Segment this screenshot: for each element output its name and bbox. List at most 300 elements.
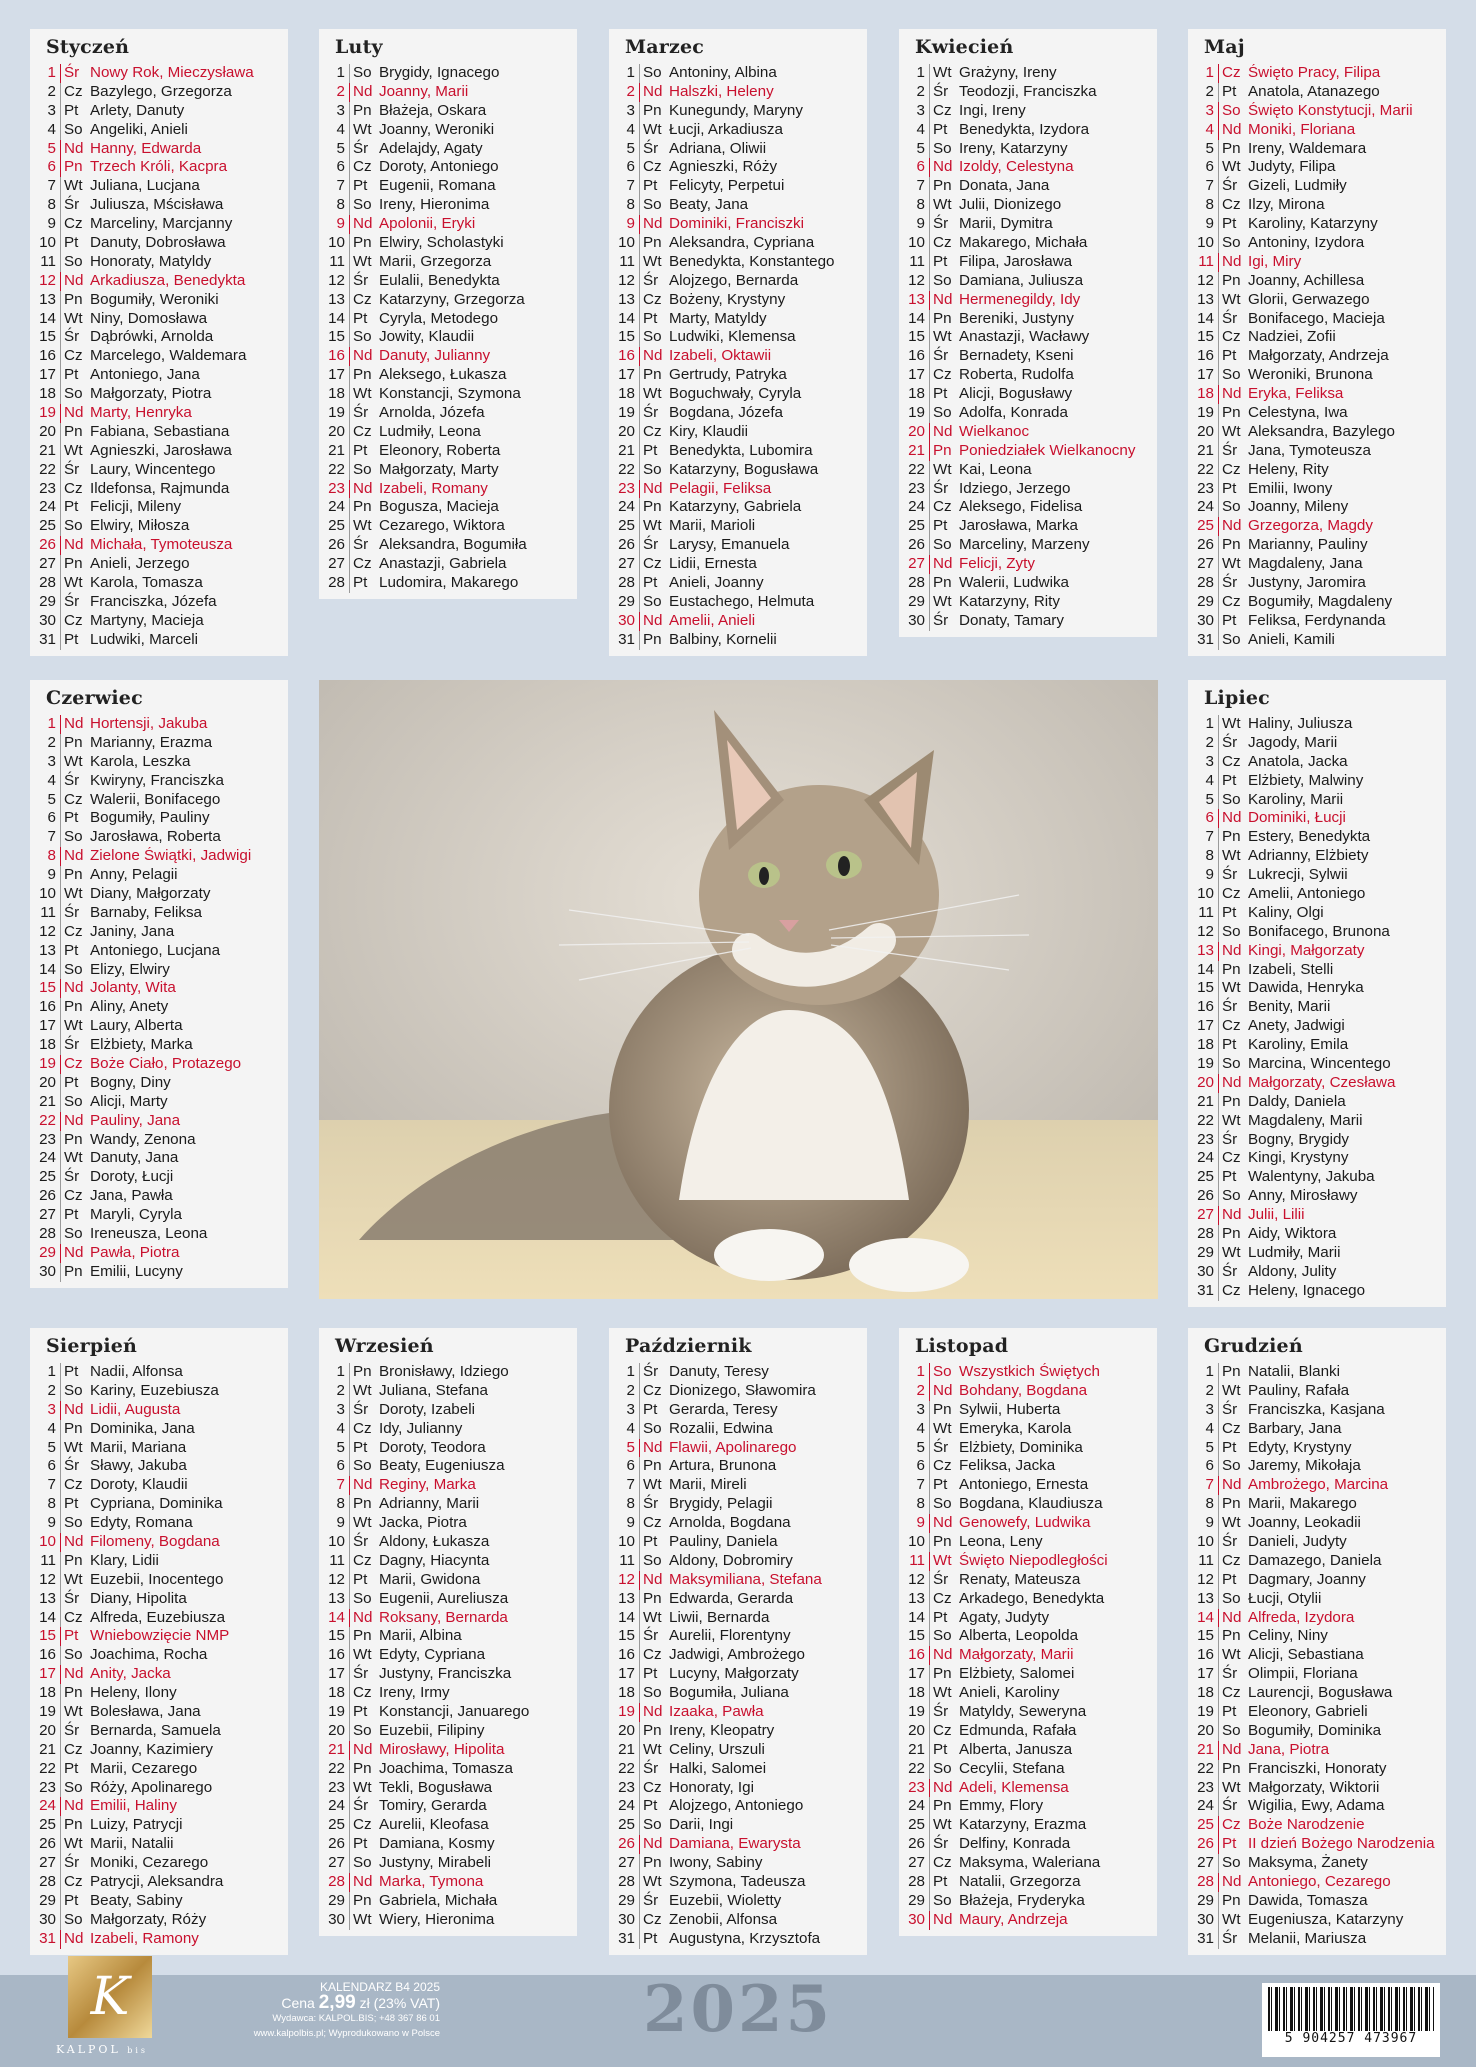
day-number: 4	[47, 120, 56, 138]
weekday: Pt	[349, 1703, 379, 1722]
day-row	[1194, 234, 1440, 253]
weekday: So	[929, 1363, 959, 1382]
day-number: 30	[1197, 611, 1214, 629]
day-number: 9	[1205, 215, 1214, 233]
weekday: Pt	[349, 1835, 379, 1854]
day-row	[36, 1363, 282, 1382]
weekday: Pt	[1218, 347, 1248, 366]
weekday: Wt	[60, 1017, 90, 1036]
day-row	[905, 498, 1151, 517]
day-number: 15	[39, 1627, 56, 1645]
day-number: 15	[1197, 328, 1214, 346]
weekday: Śr	[1218, 574, 1248, 593]
day-row	[905, 1665, 1151, 1684]
weekday: Pn	[349, 102, 379, 121]
day-number: 20	[328, 422, 345, 440]
weekday: Śr	[60, 593, 90, 612]
name-days: Karoliny, Katarzyny	[1248, 215, 1378, 233]
day-number: 19	[39, 1055, 56, 1073]
weekday: Nd	[60, 715, 90, 734]
day-row	[905, 366, 1151, 385]
day-row	[325, 385, 571, 404]
name-days: Walerii, Ludwika	[959, 574, 1070, 592]
weekday: So	[1218, 631, 1248, 650]
weekday: Wt	[60, 574, 90, 593]
name-days: Adriana, Oliwii	[669, 139, 767, 157]
day-row	[1194, 1514, 1440, 1533]
day-number: 20	[39, 1721, 56, 1739]
weekday: Pt	[60, 102, 90, 121]
day-row	[615, 461, 861, 480]
name-days: Sylwii, Huberta	[959, 1400, 1061, 1418]
day-number: 22	[1197, 460, 1214, 478]
name-days: Beaty, Sabiny	[90, 1891, 183, 1909]
weekday: So	[929, 536, 959, 555]
day-number: 22	[1197, 1759, 1214, 1777]
name-days: Joachima, Tomasza	[379, 1759, 513, 1777]
day-row	[905, 1854, 1151, 1873]
day-row	[36, 979, 282, 998]
name-days: Katarzyny, Rity	[959, 592, 1060, 610]
day-number: 8	[336, 196, 345, 214]
day-number: 29	[328, 1891, 345, 1909]
weekday: So	[929, 1760, 959, 1779]
day-number: 2	[336, 82, 345, 100]
name-days: Olimpii, Floriana	[1248, 1665, 1358, 1683]
weekday: So	[60, 1093, 90, 1112]
name-days: Lucyny, Małgorzaty	[669, 1665, 799, 1683]
day-number: 1	[336, 64, 345, 81]
weekday: Cz	[1218, 196, 1248, 215]
name-days: Aleksandra, Bogumiła	[379, 536, 527, 554]
name-days: Bogny, Diny	[90, 1073, 171, 1091]
day-row	[905, 404, 1151, 423]
name-days: Bereniki, Justyny	[959, 309, 1074, 327]
name-days: Franciszka, Józefa	[90, 592, 217, 610]
weekday: Pt	[1218, 1703, 1248, 1722]
day-row	[325, 574, 571, 593]
weekday: So	[1218, 1854, 1248, 1873]
day-number: 25	[39, 517, 56, 535]
name-days: Anny, Pelagii	[90, 866, 178, 884]
day-number: 9	[626, 215, 635, 233]
day-number: 19	[328, 1703, 345, 1721]
name-days: Bogumiły, Magdaleny	[1248, 592, 1393, 610]
day-number: 20	[1197, 422, 1214, 440]
day-row	[905, 1457, 1151, 1476]
day-row	[325, 1382, 571, 1401]
weekday: So	[349, 1590, 379, 1609]
day-row	[615, 140, 861, 159]
day-number: 18	[908, 1684, 925, 1702]
day-number: 1	[47, 1363, 56, 1380]
name-days: Brygidy, Ignacego	[379, 64, 500, 81]
day-number: 19	[908, 1703, 925, 1721]
name-days: Pauliny, Rafała	[1248, 1381, 1350, 1399]
day-number: 27	[39, 1854, 56, 1872]
name-days: Pauliny, Jana	[90, 1111, 181, 1129]
name-days: Anatola, Atanazego	[1248, 82, 1380, 100]
day-row	[1194, 1665, 1440, 1684]
day-row	[36, 253, 282, 272]
weekday: So	[1218, 1187, 1248, 1206]
month-name: Styczeń	[46, 36, 130, 58]
name-days: Niny, Domosława	[90, 309, 208, 327]
weekday: Śr	[929, 480, 959, 499]
weekday: Nd	[639, 347, 669, 366]
day-row	[1194, 809, 1440, 828]
name-days: Ingi, Ireny	[959, 101, 1026, 119]
name-days: Jaremy, Mikołaja	[1248, 1457, 1361, 1475]
weekday: Cz	[1218, 593, 1248, 612]
day-number: 22	[39, 460, 56, 478]
name-days: Katarzyny, Erazma	[959, 1816, 1087, 1834]
day-row	[36, 1797, 282, 1816]
day-number: 28	[39, 1225, 56, 1243]
day-number: 17	[39, 1665, 56, 1683]
name-days: Izabeli, Romany	[379, 479, 488, 497]
weekday: Wt	[60, 1571, 90, 1590]
weekday: Śr	[929, 215, 959, 234]
name-days: Dagmary, Joanny	[1248, 1570, 1366, 1588]
day-row	[905, 1873, 1151, 1892]
day-number: 17	[908, 366, 925, 384]
weekday: Pt	[639, 1930, 669, 1949]
day-number: 30	[618, 1910, 635, 1928]
day-number: 2	[1205, 733, 1214, 751]
name-days: Doroty, Antoniego	[379, 158, 499, 176]
name-days: Donaty, Tamary	[959, 611, 1064, 629]
weekday: Wt	[349, 1646, 379, 1665]
name-days: Anatola, Jacka	[1248, 752, 1348, 770]
name-days: Wigilia, Ewy, Adama	[1248, 1797, 1385, 1815]
name-days: Martyny, Macieja	[90, 611, 204, 629]
day-row	[36, 1187, 282, 1206]
day-row	[905, 253, 1151, 272]
day-row	[325, 555, 571, 574]
day-number: 11	[40, 903, 56, 921]
weekday: Śr	[60, 904, 90, 923]
day-number: 19	[618, 404, 635, 422]
weekday: Wt	[1218, 1112, 1248, 1131]
name-days: Adelajdy, Agaty	[379, 139, 483, 157]
day-number: 16	[1197, 998, 1214, 1016]
day-number: 13	[618, 1589, 635, 1607]
day-number: 2	[47, 1381, 56, 1399]
day-number: 15	[618, 1627, 635, 1645]
weekday: Nd	[929, 1382, 959, 1401]
name-days: Magdaleny, Jana	[1248, 555, 1363, 573]
day-row	[325, 1797, 571, 1816]
name-days: Kunegundy, Maryny	[669, 101, 803, 119]
name-days: Marii, Marioli	[669, 517, 756, 535]
day-number: 9	[336, 215, 345, 233]
day-row	[36, 1036, 282, 1055]
weekday: Cz	[60, 215, 90, 234]
name-days: Bogdana, Józefa	[669, 404, 783, 422]
weekday: So	[929, 1495, 959, 1514]
name-days: Natalii, Grzegorza	[959, 1873, 1081, 1891]
day-number: 26	[908, 536, 925, 554]
day-number: 22	[39, 1111, 56, 1129]
weekday: Wt	[639, 121, 669, 140]
day-row	[325, 1665, 571, 1684]
day-number: 23	[618, 1778, 635, 1796]
name-days: Cyryla, Metodego	[379, 309, 499, 327]
day-row	[905, 1722, 1151, 1741]
weekday: Pt	[60, 942, 90, 961]
name-days: Łucji, Arkadiusza	[669, 120, 783, 138]
day-row	[1194, 1703, 1440, 1722]
day-number: 17	[908, 1665, 925, 1683]
day-number: 31	[1197, 630, 1214, 648]
day-row	[905, 555, 1151, 574]
day-row	[905, 1816, 1151, 1835]
month-name: Grudzień	[1204, 1335, 1303, 1357]
day-number: 28	[1197, 1225, 1214, 1243]
day-number: 15	[39, 328, 56, 346]
weekday: Wt	[639, 1609, 669, 1628]
day-number: 28	[618, 1873, 635, 1891]
name-days: Boguchwały, Cyryla	[669, 385, 802, 403]
day-row	[325, 461, 571, 480]
price-value: 2,99	[318, 1992, 356, 2013]
weekday: Nd	[639, 83, 669, 102]
name-days: Doroty, Klaudii	[90, 1476, 188, 1494]
day-number: 4	[626, 1419, 635, 1437]
day-row	[615, 631, 861, 650]
day-row	[1194, 366, 1440, 385]
weekday: Wt	[1218, 715, 1248, 734]
website-line: www.kalpolbis.pl; Wyprodukowano w Polsce	[253, 2028, 440, 2039]
weekday: Śr	[60, 1722, 90, 1741]
day-number: 14	[328, 1608, 345, 1626]
month-name: Kwiecień	[915, 36, 1014, 58]
day-number: 8	[336, 1495, 345, 1513]
day-number: 30	[1197, 1262, 1214, 1280]
day-row	[615, 1627, 861, 1646]
day-row	[1194, 1571, 1440, 1590]
name-days: Augustyna, Krzysztofa	[669, 1929, 821, 1947]
name-days: Honoraty, Igi	[669, 1778, 754, 1796]
day-number: 30	[618, 611, 635, 629]
day-number: 16	[618, 347, 635, 365]
day-number: 1	[626, 1363, 635, 1380]
day-number: 16	[1197, 347, 1214, 365]
day-row	[615, 385, 861, 404]
name-days: Boże Narodzenie	[1248, 1816, 1365, 1834]
day-row	[36, 847, 282, 866]
month-name: Listopad	[915, 1335, 1009, 1357]
weekday: Cz	[60, 791, 90, 810]
weekday: Śr	[639, 140, 669, 159]
day-row	[325, 1779, 571, 1798]
name-days: Boże Ciało, Protazego	[90, 1055, 242, 1073]
day-number: 15	[618, 328, 635, 346]
name-days: Izabeli, Stelli	[1248, 960, 1334, 978]
day-row	[615, 328, 861, 347]
weekday: Wt	[349, 1911, 379, 1930]
name-days: Alojzego, Bernarda	[669, 271, 799, 289]
day-row	[325, 177, 571, 196]
weekday: Pn	[60, 998, 90, 1017]
name-days: Marceliny, Marcjanny	[90, 215, 233, 233]
weekday: Nd	[929, 555, 959, 574]
day-number: 6	[336, 1457, 345, 1475]
day-row	[1194, 979, 1440, 998]
name-days: Larysy, Emanuela	[669, 536, 790, 554]
day-row	[1194, 612, 1440, 631]
day-row	[36, 1244, 282, 1263]
day-number: 1	[336, 1363, 345, 1380]
weekday: Pt	[1218, 215, 1248, 234]
weekday: So	[60, 1911, 90, 1930]
day-number: 29	[39, 1891, 56, 1909]
name-days: Feliksa, Ferdynanda	[1248, 611, 1386, 629]
day-row	[325, 517, 571, 536]
day-number: 29	[908, 592, 925, 610]
day-row	[1194, 102, 1440, 121]
weekday: So	[639, 1420, 669, 1439]
day-row	[615, 1684, 861, 1703]
day-row	[1194, 1363, 1440, 1382]
day-row	[615, 158, 861, 177]
name-days: Doroty, Izabeli	[379, 1400, 475, 1418]
day-row	[1194, 961, 1440, 980]
month-panel	[1188, 680, 1446, 1307]
day-row	[1194, 1495, 1440, 1514]
weekday: Cz	[1218, 1149, 1248, 1168]
day-row	[1194, 1055, 1440, 1074]
weekday: Cz	[60, 1187, 90, 1206]
weekday: Pn	[639, 366, 669, 385]
weekday: Pn	[60, 1816, 90, 1835]
weekday: Wt	[639, 253, 669, 272]
day-number: 31	[1197, 1281, 1214, 1299]
weekday: Cz	[929, 498, 959, 517]
day-row	[36, 272, 282, 291]
name-days: Ilzy, Mirona	[1248, 196, 1325, 214]
day-row	[1194, 1797, 1440, 1816]
day-row	[615, 1552, 861, 1571]
day-number: 2	[916, 82, 925, 100]
weekday: Wt	[60, 310, 90, 329]
day-row	[905, 1741, 1151, 1760]
day-row	[1194, 1646, 1440, 1665]
name-days: Diany, Hipolita	[90, 1589, 187, 1607]
day-row	[615, 1797, 861, 1816]
day-row	[36, 1263, 282, 1282]
weekday: Wt	[929, 328, 959, 347]
name-days: Ludmiły, Marii	[1248, 1243, 1341, 1261]
weekday: Pn	[349, 1892, 379, 1911]
name-days: Kariny, Euzebiusza	[90, 1381, 219, 1399]
day-row	[1194, 734, 1440, 753]
day-number: 11	[329, 1551, 345, 1569]
day-number: 10	[39, 234, 56, 252]
name-days: Benedykta, Lubomira	[669, 441, 813, 459]
name-days: Ireneusza, Leona	[90, 1225, 208, 1243]
weekday: So	[639, 1684, 669, 1703]
day-number: 12	[328, 1570, 345, 1588]
day-number: 7	[1205, 1476, 1214, 1494]
weekday: Pn	[349, 234, 379, 253]
weekday: So	[60, 1514, 90, 1533]
name-days: Edyty, Krystyny	[1248, 1438, 1352, 1456]
name-days: Aliny, Anety	[90, 998, 169, 1016]
day-number: 20	[1197, 1073, 1214, 1091]
day-row	[325, 1684, 571, 1703]
name-days: Anety, Jadwigi	[1248, 1017, 1345, 1035]
day-number: 13	[1197, 290, 1214, 308]
name-days: Emilii, Lucyny	[90, 1262, 183, 1280]
day-row	[1194, 1741, 1440, 1760]
day-number: 22	[39, 1759, 56, 1777]
day-number: 7	[626, 1476, 635, 1494]
weekday: Wt	[60, 442, 90, 461]
day-row	[325, 102, 571, 121]
month-name: Czerwiec	[46, 687, 143, 709]
day-number: 27	[1197, 1206, 1214, 1224]
day-number: 8	[916, 1495, 925, 1513]
day-row	[1194, 517, 1440, 536]
day-number: 4	[626, 120, 635, 138]
name-days: Jacka, Piotra	[379, 1514, 467, 1532]
day-number: 22	[618, 460, 635, 478]
day-row	[905, 1760, 1151, 1779]
weekday: Nd	[639, 1835, 669, 1854]
day-number: 30	[328, 1910, 345, 1928]
month-panel	[1188, 1328, 1446, 1955]
day-number: 12	[1197, 922, 1214, 940]
name-days: Święto Pracy, Filipa	[1248, 64, 1381, 81]
day-number: 4	[336, 1419, 345, 1437]
day-row	[325, 1627, 571, 1646]
name-days: Genowefy, Ludwika	[959, 1514, 1091, 1532]
name-days: Kiry, Klaudii	[669, 422, 749, 440]
day-row	[325, 121, 571, 140]
day-row	[36, 1533, 282, 1552]
day-number: 25	[39, 1168, 56, 1186]
day-row	[905, 1533, 1151, 1552]
day-number: 19	[908, 404, 925, 422]
weekday: So	[349, 196, 379, 215]
day-row	[615, 1401, 861, 1420]
weekday: So	[1218, 366, 1248, 385]
weekday: Wt	[60, 1835, 90, 1854]
weekday: Śr	[349, 272, 379, 291]
name-days: Leona, Leny	[959, 1533, 1043, 1551]
weekday: Pn	[1218, 1495, 1248, 1514]
name-days: Aleksandra, Cypriana	[669, 234, 815, 252]
weekday: Pn	[60, 1131, 90, 1150]
day-number: 6	[626, 1457, 635, 1475]
day-row	[36, 1457, 282, 1476]
weekday: Cz	[929, 234, 959, 253]
name-days: Bogumiły, Pauliny	[90, 809, 210, 827]
name-days: Arnolda, Bogdana	[669, 1514, 791, 1532]
weekday: Śr	[929, 1835, 959, 1854]
day-number: 15	[908, 328, 925, 346]
day-row	[36, 1835, 282, 1854]
day-number: 2	[1205, 82, 1214, 100]
day-row	[615, 1779, 861, 1798]
weekday: Wt	[639, 517, 669, 536]
day-number: 12	[1197, 271, 1214, 289]
day-number: 26	[618, 1835, 635, 1853]
name-days: Elizy, Elwiry	[90, 960, 170, 978]
name-days: Adrianny, Elżbiety	[1248, 847, 1369, 865]
